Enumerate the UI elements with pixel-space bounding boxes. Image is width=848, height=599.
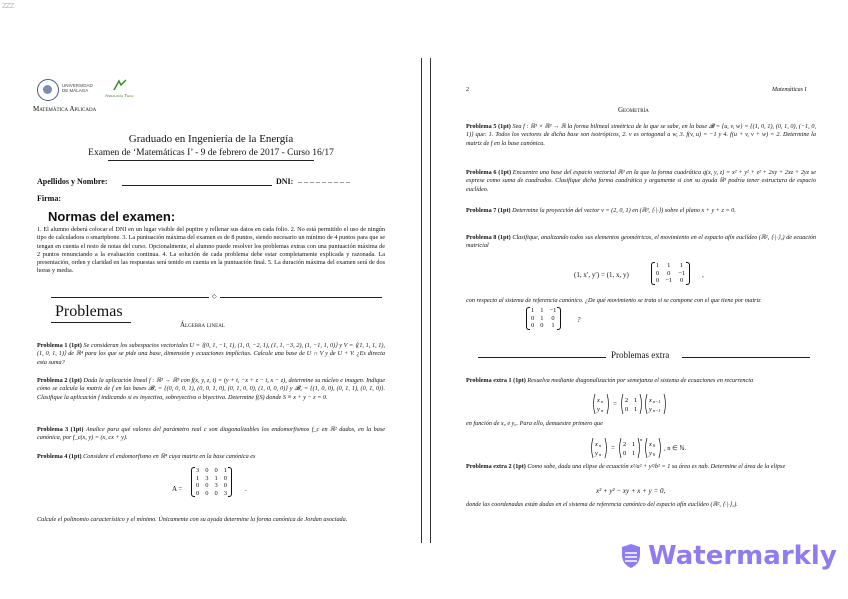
matrix-8b-cell: −1 [549,307,557,314]
svg-text:x: x [597,397,600,404]
name-field-line[interactable] [122,185,272,186]
matrix-a-cell: 0 [223,474,227,482]
andalucia-tech-icon [113,79,127,91]
corner-logo: ZZZ [2,2,14,10]
matrix-8b-cell: 1 [551,322,555,329]
matrix-8b-cell: 0 [551,314,555,322]
svg-text:y: y [595,450,598,457]
extra-separator-right [682,357,810,358]
svg-text:n−1: n−1 [653,399,661,404]
svg-text:0: 0 [653,452,656,457]
matrix-a-cell: 0 [214,467,218,474]
shield-icon [620,543,642,569]
rules-separator-right [220,297,382,298]
matrix-a-cell: 0 [223,482,227,489]
matrix-a-cell: 1 [223,467,227,474]
watermark-text: Watermarkly [648,541,837,571]
title-underline [108,160,314,161]
matrix-8-cell: −1 [665,277,673,284]
matrix-8b-row [528,307,559,315]
svg-text:0: 0 [623,450,627,457]
problems-underline [51,322,131,323]
matrix-a-row [193,475,230,483]
matrix-8b-cell: 1 [531,307,535,314]
extra-problem-2-followup: donde las coordenadas están dadas en el sistema de referencia canónico del espacio afín euclídeo (ℝ², ⟨·|·⟩₂). [466,501,738,508]
matrix-8b-cell: 1 [540,307,544,314]
ornament-icon: ◇ [212,294,217,300]
matrix-a-cell: 3 [196,467,200,474]
watermark [620,539,837,573]
matrix-8-cell: 1 [680,262,684,269]
andalucia-tech-label: Andalucía Tech [105,93,134,98]
svg-text:n: n [601,399,604,404]
svg-text:x: x [649,441,652,448]
matrix-a-cell: 0 [205,489,209,497]
page-number: 2 [466,87,469,93]
geometry-heading: Geometría [618,106,649,114]
matrix-8-cell: 0 [680,277,684,284]
n-in-naturals: , n ∈ ℕ. [664,445,687,452]
department-label: Matemática Aplicada [33,105,97,113]
dni-label: DNI: [276,177,294,186]
problem-4-followup: Calcule el polinomio característico y el mínimo. Únicamente con su ayuda determine la forma canónica de Jordan asociada. [37,516,348,523]
problem-2: Problema 2 (1pt) Dada la aplicación lineal f : ℝ³ → ℝ³ con f(x, y, z, t) = (y + t, −x + z − t, x − z), determine su núcleo e imagen. Indique cómo se calcula la matriz de f en las bases 𝓑₁ = {(0, 0, 0, 1), (0, 0, 1, 0), (0, 1, 0, 0), (1, 0, 0, 0)} y 𝓑₂ = {(1, 0, 0), (0, 1, 1), (0, 1, 0)}. Clasifique la aplicación f indicando si es inyectiva, sobreyectiva o biyectiva. Determine f(S) donde S ≡ x + y − z = 0. [37,377,385,401]
matrix-8-cell: 0 [656,277,660,284]
svg-text:n: n [640,437,643,442]
svg-text:0: 0 [625,406,629,413]
matrix-8b-cell: 0 [540,322,544,329]
matrix-a-row [193,467,230,475]
extra-problem-1: Problema extra 1 (1pt) Resuelva mediante diagonalización por semejanza el sistema de ecuaciones en recurrencia [466,377,754,384]
svg-text:=: = [611,444,615,452]
matrix-a [193,467,230,497]
svg-text:x: x [595,441,598,448]
dni-blanks[interactable]: _ _ _ _ _ _ _ _ _ [298,175,350,184]
svg-text:y: y [649,406,652,413]
matrix-8b-cell: 0 [531,322,535,329]
matrix-8-cell: 0 [667,269,671,277]
problem-4: Problema 4 (1pt) Considere el endomorfismo en ℝ⁴ cuya matriz en la base canónica es [37,453,256,460]
rules-body: 1. El alumno deberá colocar el DNI en un lugar visible del pupitre y rellenar sus datos en cada folio. 2. No está permitido el uso de ningún tipo de calculadora o smartphone. 3. La puntuación máxima del examen es de 8 puntos, siendo necesario un mínimo de 4 puntos para que se tengan en cuenta el resto de notas del curso. Opcionalmente, el alumno puede resolver los problemas extras con una puntuación máxima de 2 puntos renunciando a la evaluación continua. 4. La solución de cada problema debe estar completamente explicada y razonada. La presentación, orden y claridad en las respuestas será tenido en cuenta en la puntuación final. 5. La duración máxima del examen será de dos horas y media. [37,226,385,275]
matrix-8-row [653,277,688,285]
extra-separator-left [478,357,606,358]
extra-problem-1-mid: en función de x₀ e y₀. Para ello, demuestre primero que [466,420,603,427]
matrix-8b-cell: 0 [531,314,535,322]
page-divider-right [430,58,431,543]
problem-5: Problema 5 (1pt) Sea f : ℝ³ × ℝ³ → ℝ la forma bilineal simétrica de la que se sabe, en la base 𝓑 = {u, v, w} = {(1, 0, 1), (0, 1, 0), (−1, 0, 1)} que: 1. Todos los vectores de dicha base son isotrópicos, 2. v es ortogonal a w, 3. f(v, u) = −1 y 4. f(u + v, v + w) = 2. Determine la matriz de f en la base canónica. [466,123,817,147]
matrix-a-cell: 1 [196,474,200,482]
matrix-a-cell: 0 [205,482,209,489]
university-name: UNIVERSIDAD DE MÁLAGA [62,83,93,93]
matrix-a-row [193,490,230,498]
university-seal-icon [37,79,59,101]
svg-text:y: y [649,450,652,457]
matrix-8-row [653,270,688,278]
matrix-a-cell: 3 [205,474,209,482]
matrix-8 [653,262,688,285]
page-divider-left [421,58,422,543]
rules-heading: Normas del examen: [48,209,176,224]
svg-text:1: 1 [634,406,638,413]
exam-title: Examen de ‘Matemáticas I’ - 9 de febrero de 2017 - Curso 16/17 [88,148,334,158]
matrix-8-cell: 1 [667,262,671,269]
degree-title: Graduado en Ingeniería de la Energía [128,133,294,145]
header-logos [37,79,157,101]
linear-algebra-heading: Álgebra lineal [180,321,225,329]
name-label: Apellidos y Nombre: [37,177,108,186]
matrix-a-row [193,482,230,490]
matrix-a-cell: 3 [223,489,227,497]
matrix-a-cell: 0 [214,489,218,497]
matrix-a-cell: 3 [214,482,218,489]
question-mark: ? [577,316,581,324]
svg-text:1: 1 [632,441,636,448]
running-title: Matemáticas I [772,87,807,93]
matrix-a-cell: 0 [205,467,209,474]
svg-text:n: n [599,452,602,457]
svg-text:n−1: n−1 [653,408,661,413]
matrix-a-cell: 0 [196,482,200,489]
extra-problem-2: Problema extra 2 (1pt) Como sabe, dada una elipse de ecuación x²/a² + y²/b² = 1 su área es πab. Determine el área de la elipse [466,463,786,470]
problem-6: Problema 6 (1pt) Encuentre una base del espacio vectorial ℝ³ en la que la forma cuadrática q(x, y, z) = x² + y² + z² + 2xy + 2xz + 2yz se exprese como suma de cuadrados. Clasifique dicha forma cuadrática y argumente si con su ayuda ℝ³ podría tener estructura de espacio euclídeo. [466,169,816,193]
svg-text:x: x [649,397,652,404]
matrix-8b [528,307,559,330]
matrix-8-cell: 1 [656,262,660,269]
problem-8: Problema 8 (1pt) Clasifique, analizando todos sus elementos geométricos, el movimiento en el espacio afín euclídeo (ℝ², ⟨·|·⟩₂) de ecuación matricial [466,234,816,250]
matrix-8b-cell: 1 [540,314,544,322]
problems-section-title: Problemas [55,303,123,320]
matrix-8b-row [528,322,559,330]
svg-text:1: 1 [632,450,636,457]
svg-text:n: n [599,443,602,448]
problem-7: Problema 7 (1pt) Determine la proyección del vector v = (2, 0, 1) en (ℝ³, ⟨·|·⟩) sobre el plano x + y + z = 0. [466,207,736,214]
svg-text:1: 1 [634,397,638,404]
signature-label: Firma: [37,194,61,203]
ellipse-equation: x² + y² − xy + x + y = 0, [596,487,666,495]
rules-separator-left [51,297,209,298]
matrix-a-cell: 1 [214,474,218,482]
matrix-8b-row [528,315,559,323]
svg-text:n: n [601,408,604,413]
problem-8-equation: (1, x′, y′) = (1, x, y) [574,271,629,279]
svg-text:=: = [613,400,617,408]
svg-text:2: 2 [625,397,629,404]
matrix-a-label: A = [172,485,183,493]
matrix-8-cell: −1 [678,269,686,277]
problem-8-followup: con respecto al sistema de referencia canónico. ¿De qué movimiento se trata si se compone con el que tiene por matriz [466,297,761,304]
matrix-a-cell: 0 [196,489,200,497]
problem-3: Problema 3 (1pt) Analice para qué valores del parámetro real c son diagonalizables los endomorfismos f_c en ℝ² dados, en la base canónica, por f_c(x, y) = (x, cx + y). [37,426,385,442]
matrix-8-cell: 0 [656,269,660,277]
recurrence-equation [592,393,696,415]
svg-text:y: y [597,406,600,413]
extra-problems-title: Problemas extra [611,350,670,360]
matrix-8-row [653,262,688,270]
svg-text:2: 2 [623,441,627,448]
problem-1: Problema 1 (1pt) Se consideran los subespacios vectoriales U = ⟨(0, 1, −1, 1), (1, 0, −2, 1), (1, 1, −3, 2), (1, −1, 1, 0)⟩ y V = ⟨(1, 1, 1, 1), (1, 0, 1, 1)⟩ de ℝ⁴ para los que se pide una base, dimensión y ecuaciones implícitas. Calcule una base de U ∩ V y de U + V. ¿Es directa esta suma? [37,342,385,366]
svg-text:0: 0 [653,443,656,448]
